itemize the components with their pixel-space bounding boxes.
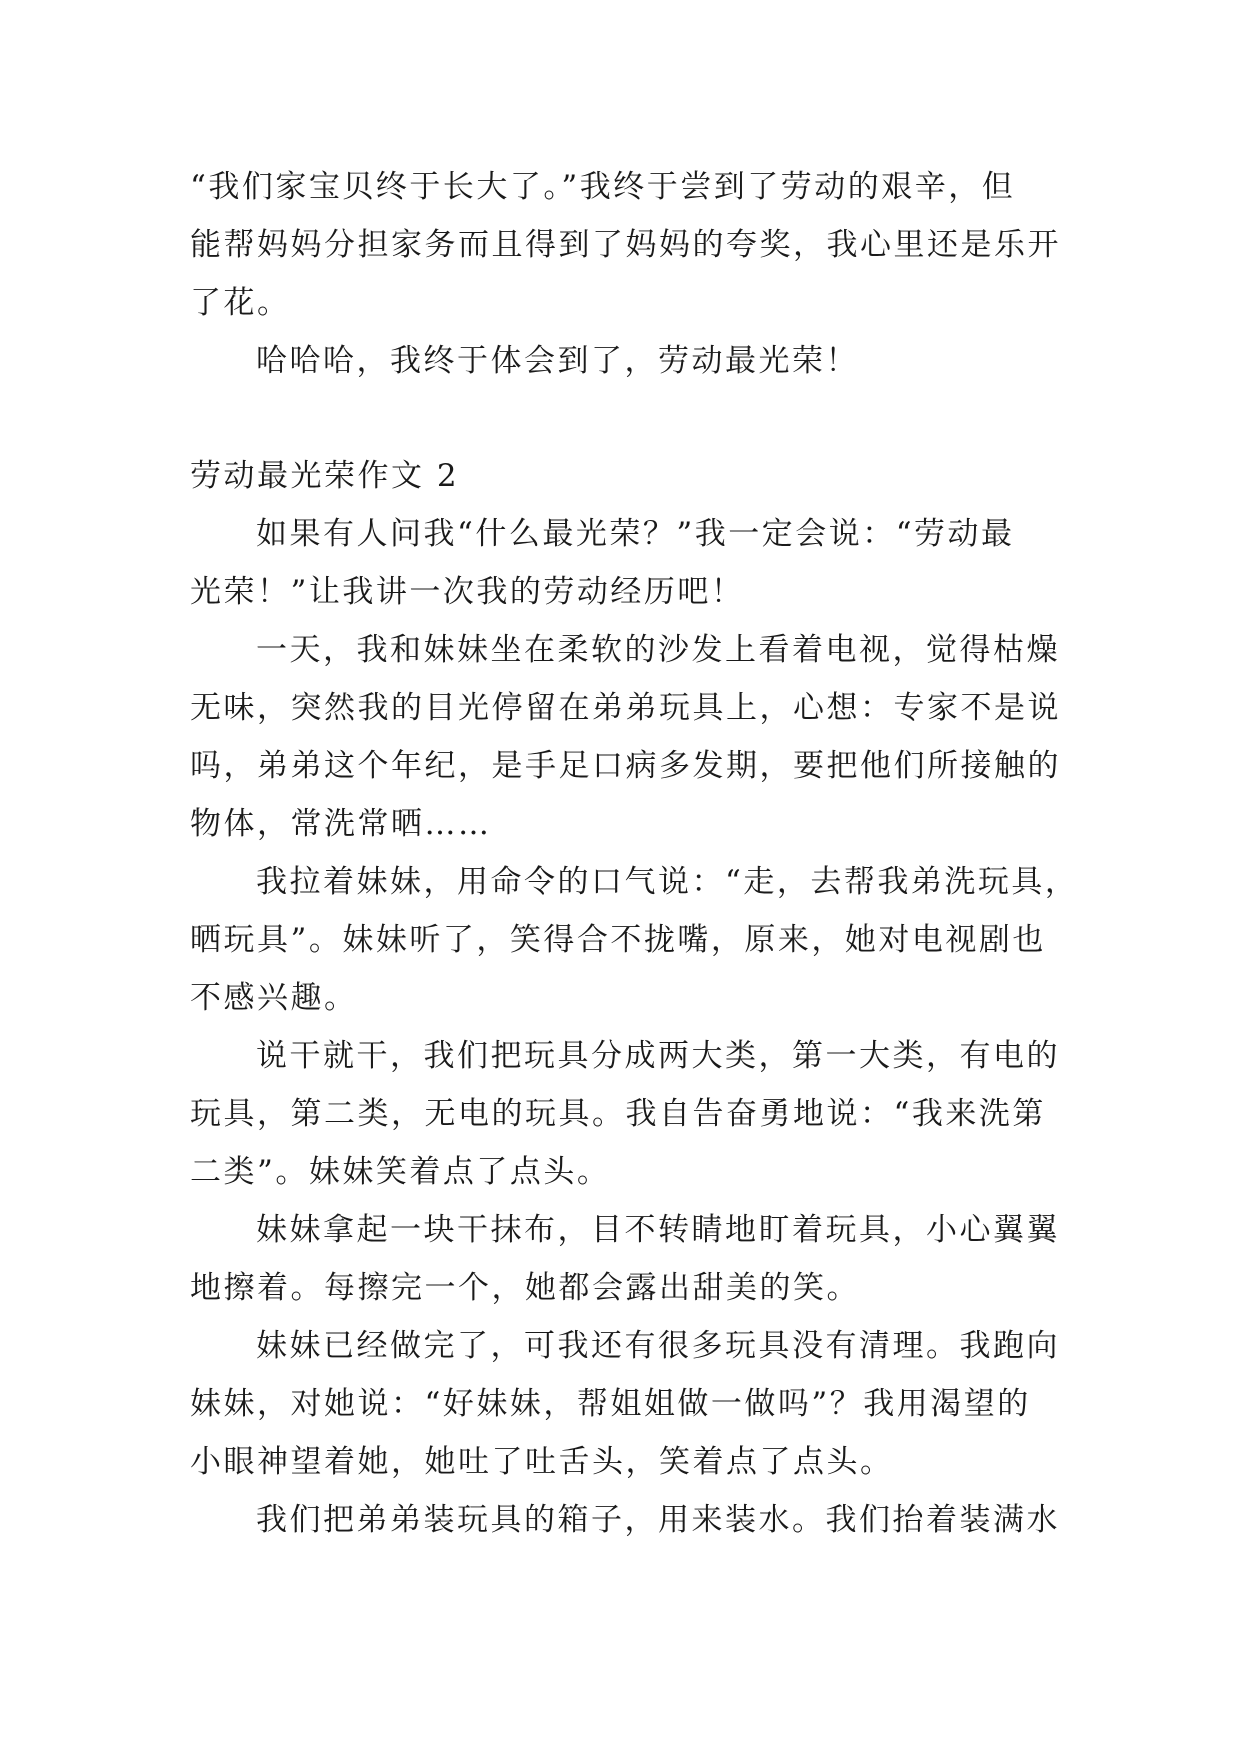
text-line: 我们把弟弟装玩具的箱子，用来装水。我们抬着装满水 xyxy=(256,1502,1060,1538)
text-line: 地擦着。每擦完一个，她都会露出甜美的笑。 xyxy=(190,1270,860,1306)
text-line: 能帮妈妈分担家务而且得到了妈妈的夸奖，我心里还是乐开 xyxy=(190,227,1061,263)
text-line: 妹妹已经做完了，可我还有很多玩具没有清理。我跑向 xyxy=(256,1328,1060,1364)
text-line: 晒玩具”。妹妹听了，笑得合不拢嘴，原来，她对电视剧也 xyxy=(190,922,1046,958)
text-line: 妹妹拿起一块干抹布，目不转睛地盯着玩具，小心翼翼 xyxy=(256,1212,1060,1248)
text-line: 玩具，第二类，无电的玩具。我自告奋勇地说：“我来洗第 xyxy=(190,1096,1046,1132)
text-line: 说干就干，我们把玩具分成两大类，第一大类，有电的 xyxy=(256,1038,1060,1074)
text-line: “我们家宝贝终于长大了。”我终于尝到了劳动的艰辛，但 xyxy=(190,169,1016,205)
text-bottom xyxy=(190,505,1079,1549)
text-line: 了花。 xyxy=(190,285,291,321)
text-line: 二类”。妹妹笑着点了点头。 xyxy=(190,1154,611,1190)
section-title xyxy=(190,447,1060,505)
text-line: 一天，我和妹妹坐在柔软的沙发上看着电视，觉得枯燥 xyxy=(256,632,1060,668)
text-line: 妹妹，对她说：“好妹妹，帮姐姐做一做吗”？我用渴望的 xyxy=(190,1386,1031,1422)
text-line: 哈哈哈，我终于体会到了，劳动最光荣！ xyxy=(256,343,859,379)
text-line: 无味，突然我的目光停留在弟弟玩具上，心想：专家不是说 xyxy=(190,690,1061,726)
text-line: 小眼神望着她，她吐了吐舌头，笑着点了点头。 xyxy=(190,1444,894,1480)
text-line: 吗，弟弟这个年纪，是手足口病多发期，要把他们所接触的 xyxy=(190,748,1061,784)
text-line: 如果有人问我“什么最光荣？”我一定会说：“劳动最 xyxy=(256,516,1015,552)
text-top xyxy=(190,158,1060,390)
section-title-text: 劳动最光荣作文 2 xyxy=(190,458,460,494)
text-line: 我拉着妹妹，用命令的口气说：“走，去帮我弟洗玩具， xyxy=(256,864,1079,900)
text-line: 光荣！”让我讲一次我的劳动经历吧！ xyxy=(190,574,745,610)
text-line: 不感兴趣。 xyxy=(190,980,358,1016)
text-line: 物体，常洗常晒…… xyxy=(190,806,492,842)
